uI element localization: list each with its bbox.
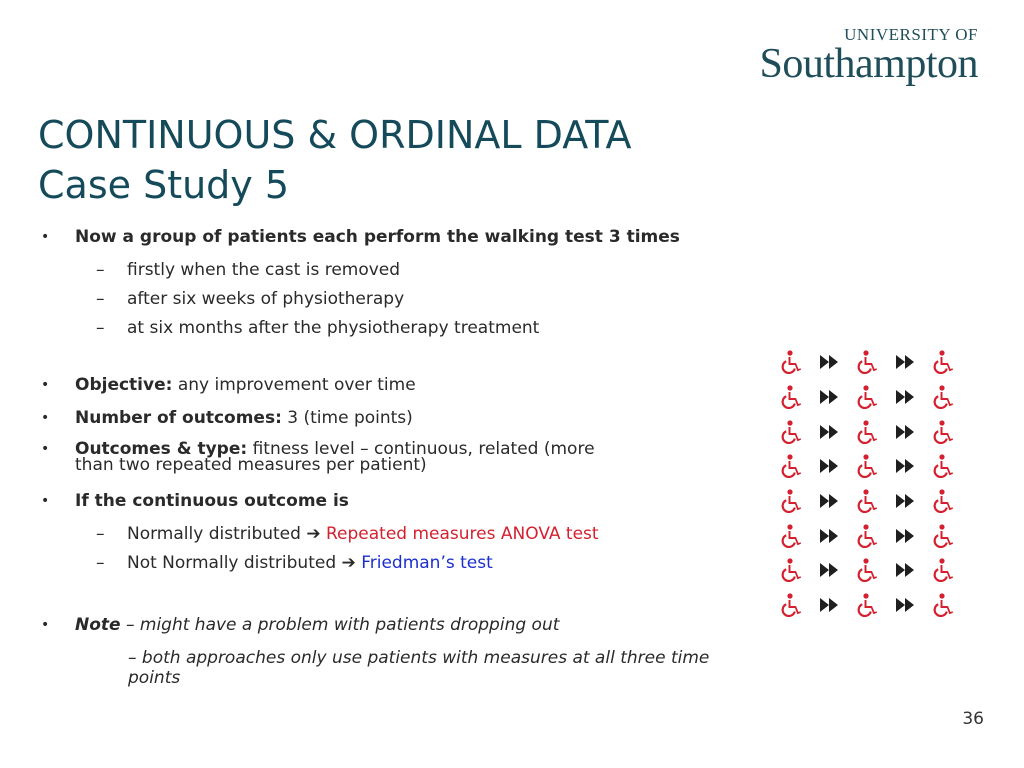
fast-forward-icon bbox=[810, 489, 848, 513]
friedman-test-label: Friedman’s test bbox=[361, 553, 493, 573]
title-line-1: CONTINUOUS & ORDINAL DATA bbox=[38, 113, 632, 157]
slide-content bbox=[38, 227, 758, 688]
bullet-objective: • Objective: any improvement over time bbox=[41, 375, 416, 395]
wheelchair-icon bbox=[772, 489, 810, 513]
wheelchair-icon bbox=[848, 489, 886, 513]
bullet-if-continuous: • If the continuous outcome is bbox=[41, 491, 349, 511]
fast-forward-icon bbox=[810, 593, 848, 617]
wheelchair-icon bbox=[848, 350, 886, 374]
wheelchair-icon bbox=[924, 454, 962, 478]
patient-row bbox=[772, 553, 962, 588]
fast-forward-icon bbox=[810, 524, 848, 548]
wheelchair-icon bbox=[924, 385, 962, 409]
wheelchair-icon bbox=[924, 420, 962, 444]
wheelchair-icon bbox=[848, 454, 886, 478]
fast-forward-icon bbox=[810, 350, 848, 374]
patient-row bbox=[772, 588, 962, 623]
fast-forward-icon bbox=[810, 558, 848, 582]
fast-forward-icon bbox=[886, 454, 924, 478]
wheelchair-icon bbox=[772, 524, 810, 548]
fast-forward-icon bbox=[886, 524, 924, 548]
slide-title bbox=[38, 110, 632, 210]
anova-test-label: Repeated measures ANOVA test bbox=[326, 524, 599, 544]
logo-university-of: UNIVERSITY OF bbox=[844, 25, 978, 44]
sub-bullet-normal: – Normally distributed ➔ Repeated measures ANOVA test bbox=[96, 524, 599, 544]
wheelchair-icon bbox=[924, 524, 962, 548]
wheelchair-icon bbox=[772, 454, 810, 478]
wheelchair-icon bbox=[848, 385, 886, 409]
wheelchair-icon bbox=[924, 350, 962, 374]
wheelchair-icon bbox=[924, 593, 962, 617]
bullet-number-of-outcomes: • Number of outcomes: 3 (time points) bbox=[41, 408, 413, 428]
wheelchair-icon bbox=[848, 558, 886, 582]
bullet-walking-test: Now a group of patients each perform the walking test 3 times bbox=[75, 227, 680, 247]
fast-forward-icon bbox=[886, 489, 924, 513]
university-logo bbox=[759, 26, 978, 85]
patient-row bbox=[772, 449, 962, 484]
fast-forward-icon bbox=[886, 593, 924, 617]
wheelchair-icon bbox=[772, 385, 810, 409]
fast-forward-icon bbox=[886, 385, 924, 409]
sub-bullet-six-weeks: – after six weeks of physiotherapy bbox=[96, 289, 405, 309]
fast-forward-icon bbox=[810, 420, 848, 444]
wheelchair-icon bbox=[772, 593, 810, 617]
patient-row bbox=[772, 380, 962, 415]
fast-forward-icon bbox=[886, 558, 924, 582]
fast-forward-icon bbox=[810, 454, 848, 478]
fast-forward-icon bbox=[886, 420, 924, 444]
logo-southampton: Southampton bbox=[759, 41, 978, 87]
bullet-note: • Note – might have a problem with patients dropping out bbox=[41, 615, 560, 635]
fast-forward-icon bbox=[810, 385, 848, 409]
patient-measure-grid bbox=[772, 345, 962, 623]
wheelchair-icon bbox=[848, 420, 886, 444]
title-line-2: Case Study 5 bbox=[38, 163, 290, 207]
wheelchair-icon bbox=[772, 558, 810, 582]
patient-row bbox=[772, 414, 962, 449]
page-number: 36 bbox=[962, 709, 984, 729]
patient-row bbox=[772, 484, 962, 519]
bullet-outcomes-type: • Outcomes & type: fitness level – continuous, related (more than two repeated measures per patient) bbox=[41, 439, 595, 475]
wheelchair-icon bbox=[848, 524, 886, 548]
note-sub-line: – both approaches only use patients with measures at all three time points bbox=[128, 648, 710, 688]
wheelchair-icon bbox=[848, 593, 886, 617]
fast-forward-icon bbox=[886, 350, 924, 374]
sub-bullet-cast-removed: – firstly when the cast is removed bbox=[96, 260, 401, 280]
wheelchair-icon bbox=[924, 558, 962, 582]
wheelchair-icon bbox=[924, 489, 962, 513]
patient-row bbox=[772, 518, 962, 553]
sub-bullet-not-normal: – Not Normally distributed ➔ Friedman’s test bbox=[96, 553, 493, 573]
wheelchair-icon bbox=[772, 350, 810, 374]
patient-row bbox=[772, 345, 962, 380]
wheelchair-icon bbox=[772, 420, 810, 444]
bullet-group-walking-test bbox=[38, 227, 758, 247]
bullet-marker: • bbox=[41, 229, 50, 245]
sub-bullet-six-months: – at six months after the physiotherapy treatment bbox=[96, 318, 540, 338]
